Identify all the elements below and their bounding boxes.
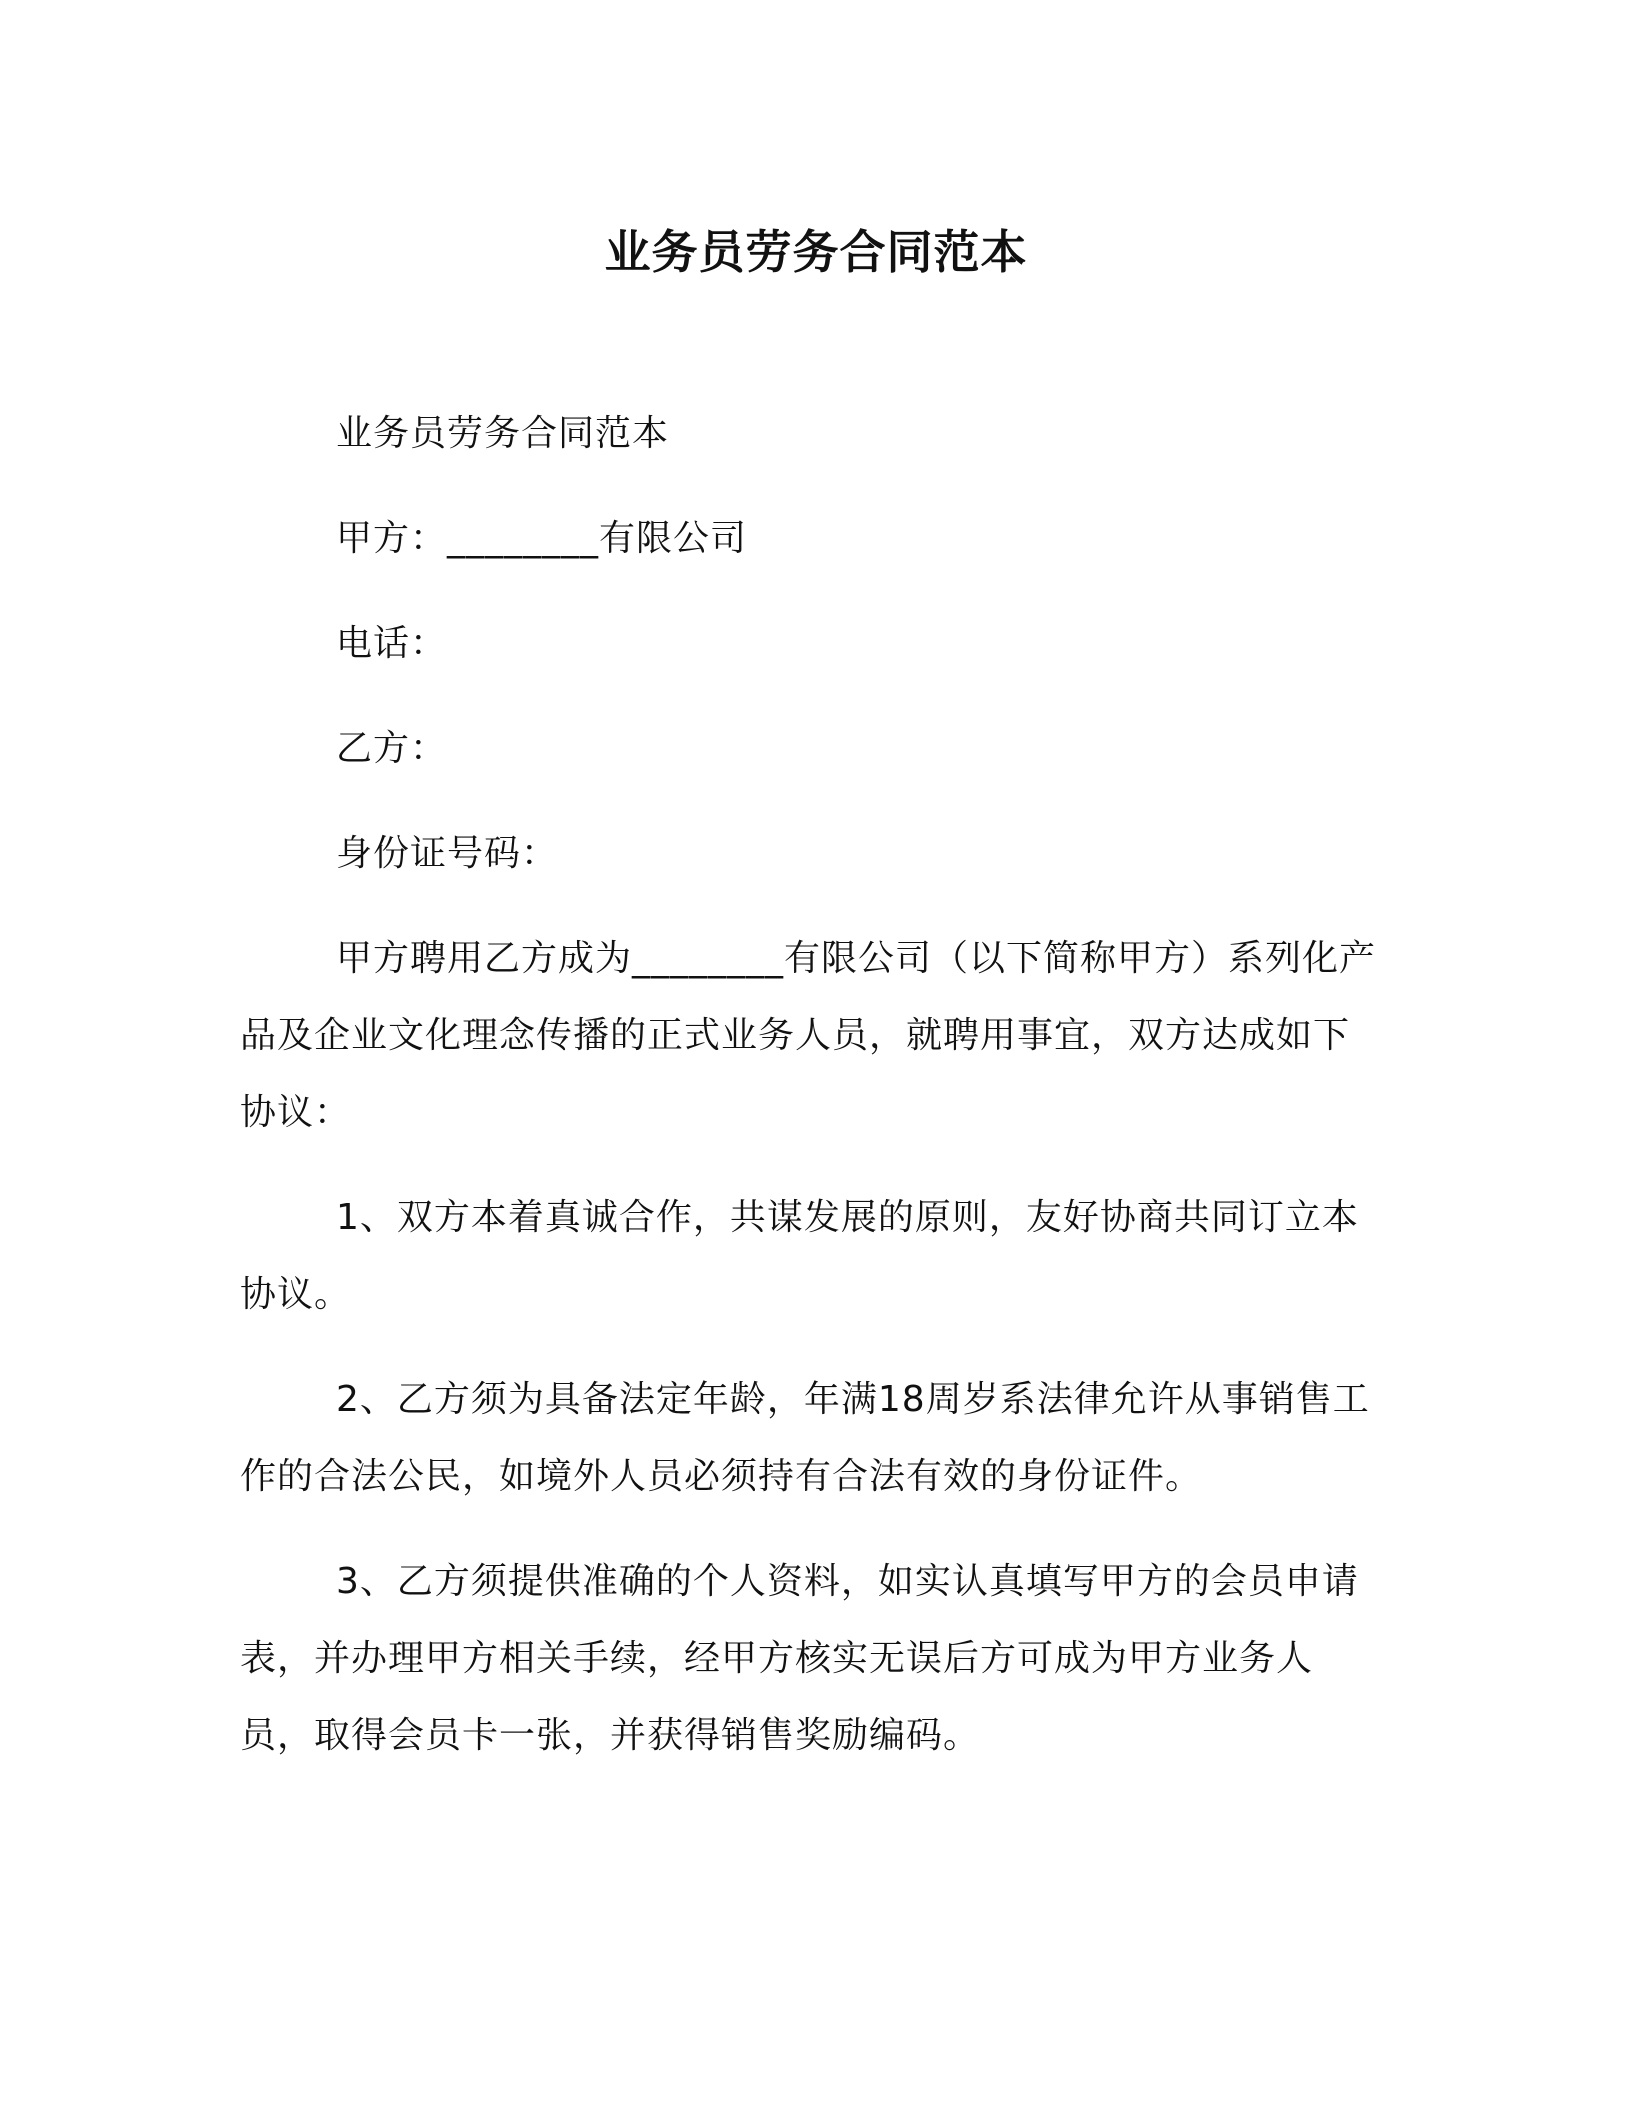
clause-2-paragraph: 2、乙方须为具备法定年龄，年满18周岁系法律允许从事销售工作的合法公民，如境外人员必须持有合法有效的身份证件。 <box>240 1379 1370 1497</box>
clause-3-paragraph: 3、乙方须提供准确的个人资料，如实认真填写甲方的会员申请表，并办理甲方相关手续，经甲方核实无误后方可成为甲方业务人员，取得会员卡一张，并获得销售奖励编码。 <box>240 1561 1359 1756</box>
party-a-line: 甲方：________有限公司 <box>336 518 748 559</box>
id-number-line: 身份证号码： <box>336 833 559 874</box>
subtitle-line: 业务员劳务合同范本 <box>336 413 670 454</box>
document-body <box>240 395 1376 1802</box>
party-b-line: 乙方： <box>336 728 448 769</box>
document-title: 业务员劳务合同范本 <box>604 225 1028 279</box>
intro-paragraph: 甲方聘用乙方成为________有限公司（以下简称甲方）系列化产品及企业文化理念传播的正式业务人员，就聘用事宜，双方达成如下协议： <box>240 938 1377 1133</box>
phone-line: 电话： <box>336 623 448 664</box>
clause-1-paragraph: 1、双方本着真诚合作，共谋发展的原则，友好协商共同订立本协议。 <box>240 1197 1359 1315</box>
